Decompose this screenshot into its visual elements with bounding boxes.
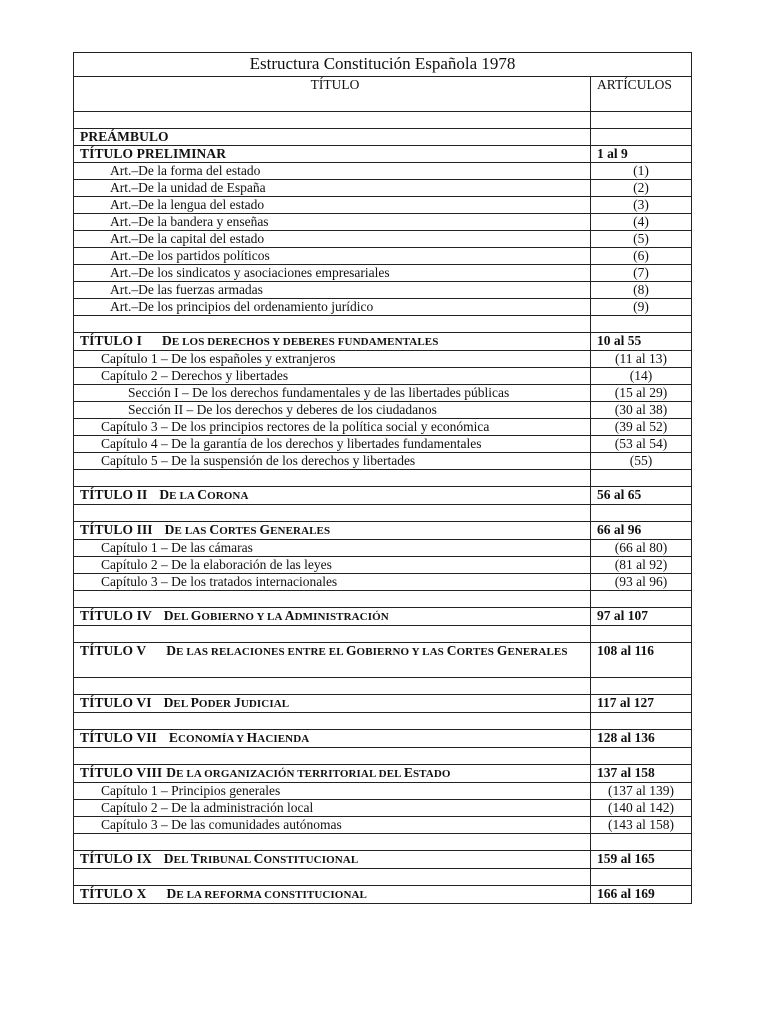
row-label	[74, 678, 591, 695]
table-row	[74, 282, 692, 299]
row-articles: (30 al 38)	[591, 402, 692, 419]
row-label: Art.–De la unidad de España	[74, 180, 591, 197]
table-row	[74, 299, 692, 316]
row-label: Capítulo 4 – De la garantía de los derechos y libertades fundamentales	[74, 436, 591, 453]
table-row	[74, 540, 692, 557]
row-articles: (8)	[591, 282, 692, 299]
row-label: Capítulo 3 – De los principios rectores de la política social y económica	[74, 419, 591, 436]
row-label: Art.–De las fuerzas armadas	[74, 282, 591, 299]
table-row	[74, 800, 692, 817]
row-label	[74, 851, 591, 869]
table-row	[74, 197, 692, 214]
row-label: Art.–De los partidos políticos	[74, 248, 591, 265]
row-label	[74, 886, 591, 904]
table-row	[74, 436, 692, 453]
table-row	[74, 695, 692, 713]
table-row	[74, 248, 692, 265]
table-row	[74, 146, 692, 163]
row-label: Capítulo 2 – De la elaboración de las leyes	[74, 557, 591, 574]
section-subtitle: DEL PODER JUDICIAL	[163, 695, 290, 710]
row-articles: (7)	[591, 265, 692, 282]
section-title: TÍTULO V	[80, 643, 147, 658]
row-articles: (9)	[591, 299, 692, 316]
section-subtitle: DEL TRIBUNAL CONSTITUCIONAL	[163, 851, 359, 866]
row-articles: 128 al 136	[591, 730, 692, 748]
row-articles	[591, 869, 692, 886]
table-row	[74, 265, 692, 282]
row-articles: (93 al 96)	[591, 574, 692, 591]
blank-row	[74, 869, 692, 886]
table-row	[74, 730, 692, 748]
row-label	[74, 643, 591, 678]
row-articles: (5)	[591, 231, 692, 248]
row-articles: (53 al 54)	[591, 436, 692, 453]
table-row	[74, 402, 692, 419]
row-articles: (4)	[591, 214, 692, 231]
row-label	[74, 129, 591, 146]
column-header-titulo: TÍTULO	[74, 77, 591, 112]
row-label: Capítulo 3 – De los tratados internacionales	[74, 574, 591, 591]
row-label	[74, 487, 591, 505]
table-row	[74, 851, 692, 869]
row-articles: 137 al 158	[591, 765, 692, 783]
row-label: Art.–De la bandera y enseñas	[74, 214, 591, 231]
row-label: Sección II – De los derechos y deberes de los ciudadanos	[74, 402, 591, 419]
table-row	[74, 351, 692, 368]
row-articles: (3)	[591, 197, 692, 214]
row-articles: (137 al 139)	[591, 783, 692, 800]
blank-row	[74, 591, 692, 608]
row-articles	[591, 834, 692, 851]
row-articles: (2)	[591, 180, 692, 197]
row-label	[74, 765, 591, 783]
section-subtitle: ECONOMÍA Y HACIENDA	[168, 730, 310, 745]
row-label	[74, 470, 591, 487]
row-articles: (15 al 29)	[591, 385, 692, 402]
row-label	[74, 748, 591, 765]
row-articles: (11 al 13)	[591, 351, 692, 368]
section-subtitle: DE LOS DERECHOS Y DEBERES FUNDAMENTALES	[161, 333, 439, 348]
table-row	[74, 765, 692, 783]
row-label: Capítulo 2 – Derechos y libertades	[74, 368, 591, 385]
row-articles: 159 al 165	[591, 851, 692, 869]
column-header-articulos: ARTÍCULOS	[591, 77, 692, 112]
row-articles: 1 al 9	[591, 146, 692, 163]
row-label: Art.–De la capital del estado	[74, 231, 591, 248]
table-row	[74, 574, 692, 591]
row-articles	[591, 316, 692, 333]
row-label	[74, 505, 591, 522]
row-articles: 97 al 107	[591, 608, 692, 626]
row-label: Capítulo 1 – De las cámaras	[74, 540, 591, 557]
row-label: Capítulo 1 – De los españoles y extranjeros	[74, 351, 591, 368]
row-label	[74, 146, 591, 163]
blank-row	[74, 713, 692, 730]
row-label: Capítulo 3 – De las comunidades autónomas	[74, 817, 591, 834]
row-articles: (55)	[591, 453, 692, 470]
row-articles: (39 al 52)	[591, 419, 692, 436]
row-articles: (140 al 142)	[591, 800, 692, 817]
row-label	[74, 695, 591, 713]
table-row	[74, 817, 692, 834]
section-subtitle: DE LAS CORTES GENERALES	[164, 522, 331, 537]
blank-row	[74, 316, 692, 333]
section-subtitle: DE LA REFORMA CONSTITUCIONAL	[166, 886, 367, 901]
row-articles	[591, 678, 692, 695]
row-label	[74, 333, 591, 351]
row-articles	[591, 505, 692, 522]
row-articles: 117 al 127	[591, 695, 692, 713]
table-row	[74, 886, 692, 904]
structure-table	[73, 52, 692, 904]
table-row	[74, 129, 692, 146]
row-articles: 166 al 169	[591, 886, 692, 904]
section-subtitle: DE LA CORONA	[159, 487, 249, 502]
section-title: TÍTULO PRELIMINAR	[80, 146, 227, 161]
table-row	[74, 487, 692, 505]
section-title: TÍTULO X	[80, 886, 147, 901]
row-articles: 10 al 55	[591, 333, 692, 351]
row-articles: 66 al 96	[591, 522, 692, 540]
table-row	[74, 333, 692, 351]
section-title: TÍTULO VIII	[80, 765, 163, 780]
row-label: Capítulo 1 – Principios generales	[74, 783, 591, 800]
blank-row	[74, 112, 692, 129]
row-articles: (81 al 92)	[591, 557, 692, 574]
blank-row	[74, 834, 692, 851]
document-title: Estructura Constitución Española 1978	[74, 53, 692, 77]
row-label	[74, 522, 591, 540]
section-title: TÍTULO VII	[80, 730, 157, 745]
row-articles	[591, 626, 692, 643]
table-row	[74, 453, 692, 470]
row-label	[74, 713, 591, 730]
row-articles: (14)	[591, 368, 692, 385]
section-title: PREÁMBULO	[80, 129, 169, 144]
section-title: TÍTULO III	[80, 522, 153, 537]
blank-row	[74, 626, 692, 643]
section-title: TÍTULO VI	[80, 695, 152, 710]
table-row	[74, 180, 692, 197]
row-label	[74, 591, 591, 608]
row-articles	[591, 470, 692, 487]
table-row	[74, 608, 692, 626]
row-label: Art.–De los sindicatos y asociaciones empresariales	[74, 265, 591, 282]
row-articles: 56 al 65	[591, 487, 692, 505]
row-articles: (6)	[591, 248, 692, 265]
section-subtitle: DE LAS RELACIONES ENTRE EL GOBIERNO Y LAS CORTES GENERALES	[166, 643, 568, 658]
row-articles	[591, 129, 692, 146]
row-label	[74, 316, 591, 333]
row-label	[74, 626, 591, 643]
blank-row	[74, 505, 692, 522]
row-articles: (1)	[591, 163, 692, 180]
section-title: TÍTULO II	[80, 487, 148, 502]
row-articles: (66 al 80)	[591, 540, 692, 557]
section-subtitle: DE LA ORGANIZACIÓN TERRITORIAL DEL ESTADO	[166, 765, 451, 780]
row-articles	[591, 112, 692, 129]
row-articles	[591, 591, 692, 608]
section-title: TÍTULO IV	[80, 608, 152, 623]
blank-row	[74, 748, 692, 765]
row-label: Art.–De los principios del ordenamiento jurídico	[74, 299, 591, 316]
section-title: TÍTULO IX	[80, 851, 152, 866]
blank-row	[74, 678, 692, 695]
row-label	[74, 730, 591, 748]
row-label	[74, 608, 591, 626]
section-subtitle: DEL GOBIERNO Y LA ADMINISTRACIÓN	[163, 608, 389, 623]
table-row	[74, 783, 692, 800]
row-label: Sección I – De los derechos fundamentales y de las libertades públicas	[74, 385, 591, 402]
table-row	[74, 231, 692, 248]
row-articles	[591, 713, 692, 730]
table-row	[74, 557, 692, 574]
table-row	[74, 163, 692, 180]
table-row	[74, 643, 692, 678]
row-label	[74, 834, 591, 851]
row-label	[74, 112, 591, 129]
row-label: Capítulo 2 – De la administración local	[74, 800, 591, 817]
row-label: Art.–De la lengua del estado	[74, 197, 591, 214]
row-label	[74, 869, 591, 886]
section-title: TÍTULO I	[80, 333, 142, 348]
table-row	[74, 385, 692, 402]
row-label: Art.–De la forma del estado	[74, 163, 591, 180]
table-row	[74, 522, 692, 540]
row-articles: 108 al 116	[591, 643, 692, 678]
row-articles: (143 al 158)	[591, 817, 692, 834]
table-row	[74, 419, 692, 436]
table-body	[74, 112, 692, 904]
table-row	[74, 368, 692, 385]
row-articles	[591, 748, 692, 765]
blank-row	[74, 470, 692, 487]
row-label: Capítulo 5 – De la suspensión de los derechos y libertades	[74, 453, 591, 470]
table-row	[74, 214, 692, 231]
